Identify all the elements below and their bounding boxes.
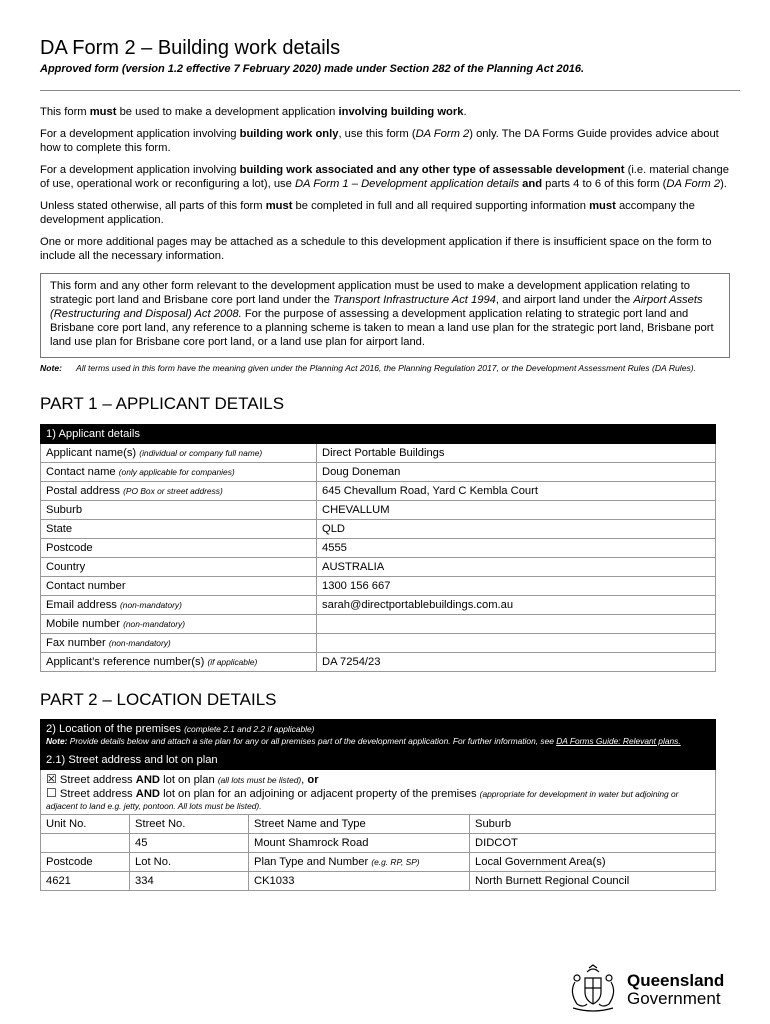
queensland-government-logo [565,964,740,1014]
applicant-row [41,634,716,653]
unit-no-value[interactable] [41,834,130,853]
note-text: All terms used in this form have the meaning given under the Planning Act 2016, the Planning Regulation 2017, or the Development Assessment Rules (DA Rules). [76,363,697,373]
checked-box-icon[interactable]: ☒ [46,772,57,786]
applicant-row [41,577,716,596]
location-section-header: 2) Location of the premises (complete 2.1 and 2.2 if applicable) Note: Provide details below and attach a site plan for any or all premises part of the development application. For further information, see DA Forms Guide: Relevant plans. [41,720,716,751]
applicant-field-value[interactable]: 1300 156 667 [317,577,716,596]
address-values-row [41,834,716,853]
applicant-row [41,463,716,482]
option-adjoining-property[interactable]: ☐ Street address AND lot on plan for an adjoining or adjacent property of the premises (appropriate for development in water but adjoining or adjacent to land e.g. jetty, pontoon. All lots must be listed). [46,786,679,811]
intro-paragraph-5: One or more additional pages may be attached as a schedule to this development application if there is insufficient space on the form to include all the necessary information. [40,236,712,262]
applicant-field-label: State [41,520,317,539]
option-street-address-lot[interactable]: ☒ Street address AND lot on plan (all lots must be listed), or [46,772,319,786]
intro-paragraph-3: For a development application involving building work associated and any other type of assessable development (i.e. material change of use, operational work or reconfiguring a lot), use DA Form 1 – Development application details and parts 4 to 6 of this form (DA Form 2). [40,164,729,190]
applicant-field-label: Email address (non-mandatory) [41,596,317,615]
header-divider [40,90,740,91]
unchecked-box-icon[interactable]: ☐ [46,786,57,800]
lga-value[interactable]: North Burnett Regional Council [470,872,716,891]
applicant-field-label: Contact name (only applicable for companies) [41,463,317,482]
applicant-row [41,615,716,634]
street-name-value[interactable]: Mount Shamrock Road [249,834,470,853]
applicant-row [41,653,716,672]
applicant-field-value[interactable]: 4555 [317,539,716,558]
applicant-field-label: Postcode [41,539,317,558]
lot-no-value[interactable]: 334 [130,872,249,891]
applicant-details-table [40,424,716,672]
applicant-field-value[interactable] [317,615,716,634]
logo-queensland-text: Queensland [627,971,725,990]
applicant-field-value[interactable]: AUSTRALIA [317,558,716,577]
note-label: Note: [40,363,62,373]
applicant-row [41,501,716,520]
applicant-field-label: Fax number (non-mandatory) [41,634,317,653]
applicant-field-label: Contact number [41,577,317,596]
form-page [40,0,730,891]
applicant-row [41,558,716,577]
address-column-headers: Unit No. Street No. Street Name and Type Suburb [41,815,716,834]
intro-paragraph-4: Unless stated otherwise, all parts of this form must be completed in full and all required supporting information must accompany the development application. [40,200,695,226]
street-no-value[interactable]: 45 [130,834,249,853]
applicant-field-value[interactable]: sarah@directportablebuildings.com.au [317,596,716,615]
applicant-field-value[interactable]: CHEVALLUM [317,501,716,520]
address-option-row [41,770,716,815]
part1-heading: PART 1 – APPLICANT DETAILS [40,394,285,413]
applicant-field-label: Mobile number (non-mandatory) [41,615,317,634]
applicant-details-header: 1) Applicant details [41,425,716,444]
applicant-field-value[interactable]: Doug Doneman [317,463,716,482]
applicant-field-value[interactable]: 645 Chevallum Road, Yard C Kembla Court [317,482,716,501]
applicant-field-value[interactable]: DA 7254/23 [317,653,716,672]
intro-paragraph-2: For a development application involving building work only, use this form (DA Form 2) only. The DA Forms Guide provides advice about how to complete this form. [40,128,719,154]
applicant-field-label: Applicant’s reference number(s) (if applicable) [41,653,317,672]
street-address-subheader: 2.1) Street address and lot on plan [41,751,716,770]
applicant-field-value[interactable] [317,634,716,653]
applicant-field-value[interactable]: QLD [317,520,716,539]
applicant-row [41,539,716,558]
location-table [40,719,716,891]
page-subtitle: Approved form (version 1.2 effective 7 February 2020) made under Section 282 of the Planning Act 2016. [40,63,585,75]
queensland-coat-of-arms-icon [565,964,621,1014]
port-land-notice-box: This form and any other form relevant to the development application must be used to make a development application relating to strategic port land and Brisbane core port land under the Transport Infrastructure Act 1994, and airport land under the Airport Assets (Restructuring and Disposal) Act 2008. For the purpose of assessing a development application relating to strategic port land and Brisbane core port land, any reference to a planning scheme is taken to mean a land use plan for the strategic port land, Brisbane port land use plan for Brisbane core port land, or a land use plan for airport land. [40,273,730,358]
applicant-field-value[interactable]: Direct Portable Buildings [317,444,716,463]
applicant-row [41,596,716,615]
logo-government-text: Government [627,989,721,1008]
plan-value[interactable]: CK1033 [249,872,470,891]
lot-values-row [41,872,716,891]
part2-heading: PART 2 – LOCATION DETAILS [40,690,277,709]
applicant-field-label: Applicant name(s) (individual or company full name) [41,444,317,463]
applicant-field-label: Suburb [41,501,317,520]
postcode-value[interactable]: 4621 [41,872,130,891]
lot-column-headers: Postcode Lot No. Plan Type and Number (e.g. RP, SP) Local Government Area(s) [41,853,716,872]
applicant-row [41,482,716,501]
applicant-row [41,520,716,539]
terms-note [40,363,730,374]
suburb-value[interactable]: DIDCOT [470,834,716,853]
intro-paragraph-1: This form must be used to make a development application involving building work. [40,106,467,118]
applicant-field-label: Postal address (PO Box or street address) [41,482,317,501]
applicant-row [41,444,716,463]
page-title: DA Form 2 – Building work details [40,37,341,59]
applicant-field-label: Country [41,558,317,577]
